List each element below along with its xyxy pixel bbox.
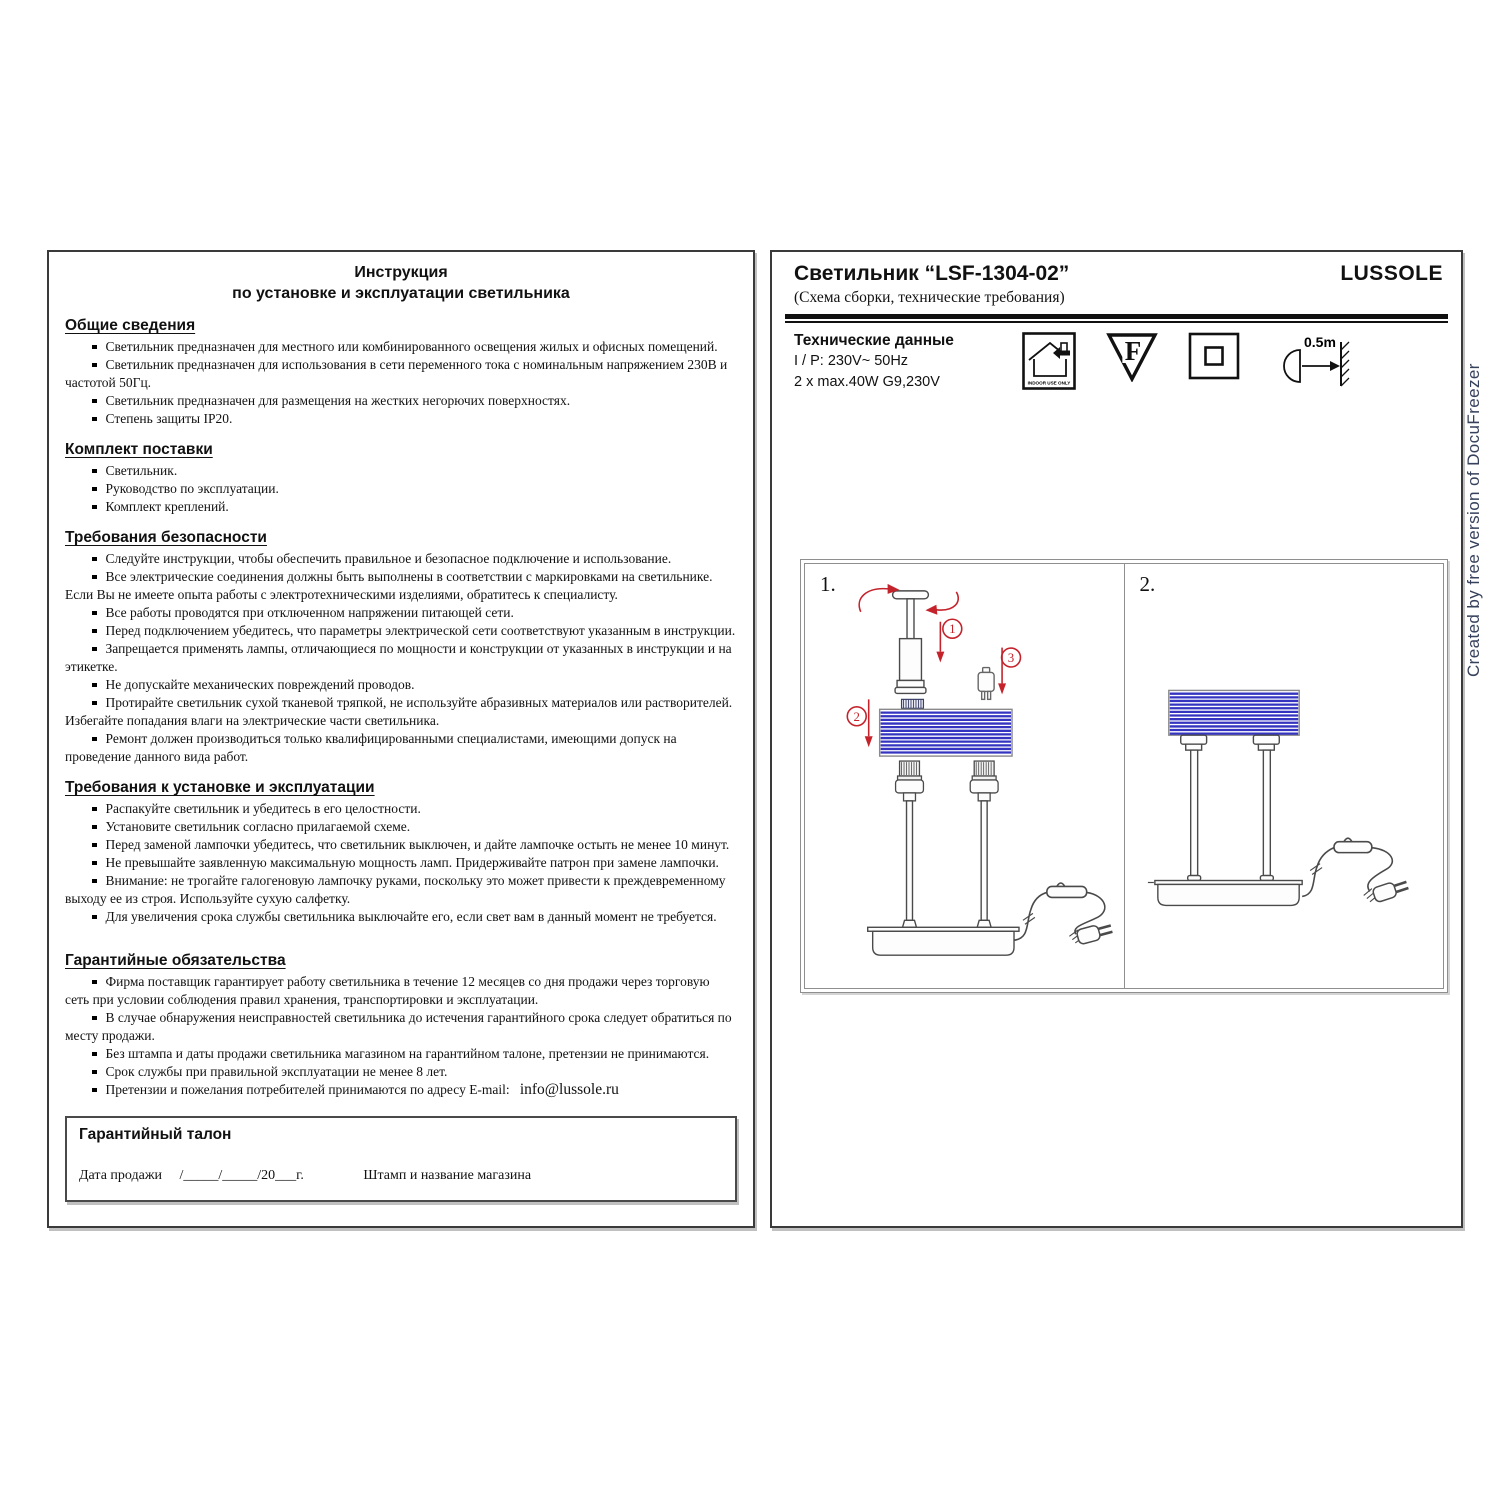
inline-switch [1334, 842, 1372, 853]
brand-logo: LUSSOLE [1340, 262, 1443, 285]
bullet-marker [92, 683, 97, 688]
divider-thin-line [785, 321, 1448, 323]
bullet-item: Степень защиты IP20. [65, 410, 737, 428]
rotate-arrow-right [936, 592, 958, 610]
section-heading: Гарантийные обязательства [65, 952, 286, 969]
bullet-marker [92, 1016, 97, 1021]
indoor-use-only-label: INDOOR USE ONLY [1027, 380, 1071, 386]
docufreezer-watermark: Created by free version of DocuFreezer [1464, 363, 1483, 677]
bullet-marker [92, 399, 97, 404]
step-2-label: 2. [1139, 572, 1156, 596]
bullet-marker [92, 557, 97, 562]
bullet-marker [92, 647, 97, 652]
bullet-item: Перед заменой лампочки убедитесь, что светильник выключен, и дайте лампочке остыть не менее 10 минут. [65, 836, 737, 854]
bullet-marker [92, 1070, 97, 1075]
section-warranty-obligations [65, 952, 737, 1099]
page-title-line2: по установке и эксплуатации светильника [232, 285, 570, 302]
post-foot-right [977, 920, 991, 927]
divider-thick-line [785, 314, 1448, 319]
indoor-use-only-icon [1022, 332, 1076, 390]
lamp-socket-left [1180, 735, 1206, 744]
bullet-item: Все электрические соединения должны быть выполнены в соответствии с маркировками на светильнике. Если Вы не имеете опыта работы с электротехническими изделиями, обратитесь к специалисту. [65, 569, 713, 602]
bullet-marker [92, 701, 97, 706]
exploded-lamp-diagram [805, 564, 1124, 988]
finial-rim [895, 687, 926, 693]
bullet-item: Светильник. [65, 462, 737, 480]
f-symbol: F [1124, 336, 1142, 366]
section-general-info [65, 317, 737, 428]
bullet-item: Руководство по эксплуатации. [65, 480, 737, 498]
bullet-marker [92, 469, 97, 474]
sale-date-blanks: /_____/_____/20___г. [179, 1168, 304, 1183]
section-heading: Требования безопасности [65, 529, 267, 546]
bullet-marker [92, 505, 97, 510]
product-title: Светильник “LSF-1304-02” [794, 262, 1070, 285]
section-safety-requirements [65, 529, 737, 766]
section-installation-requirements [65, 779, 737, 926]
lamp-socket-right [970, 761, 998, 801]
post-foot-right [1260, 876, 1273, 881]
rotate-arrowhead-right [925, 605, 937, 615]
warranty-coupon-title: Гарантийный талон [79, 1126, 232, 1143]
min-distance-0-5m-icon [1270, 332, 1350, 390]
store-stamp-label: Штамп и название магазина [363, 1168, 532, 1183]
safety-icon-row [1022, 332, 1350, 390]
diagram-step-2 [1125, 564, 1444, 988]
section-package-contents [65, 441, 737, 516]
inline-switch [1047, 886, 1087, 897]
bullet-marker [92, 611, 97, 616]
assembly-diagram-frame [804, 563, 1444, 989]
bullet-item: Светильник предназначен для использования в сети переменного тока с номинальным напряжением 230В и частотой 50Гц. [65, 357, 728, 390]
technical-data-heading: Технические данные [794, 332, 954, 349]
arrowhead-1 [936, 652, 944, 663]
bullet-item: Протирайте светильник сухой тканевой тряпкой, не используйте абразивных материалов или растворителей. Избегайте попадания влаги на электрические части светильника. [65, 695, 733, 728]
bullet-marker [92, 1052, 97, 1057]
support-email: info@lussole.ru [519, 1081, 619, 1098]
lamp-post-left [1190, 750, 1197, 875]
arrowhead-2 [865, 736, 873, 747]
bullet-item: Следуйте инструкции, чтобы обеспечить правильное и безопасное подключение и использование. [65, 550, 737, 568]
knurled-collar [902, 699, 924, 708]
bullet-marker [92, 843, 97, 848]
power-cord [1014, 892, 1047, 940]
bullet-marker [92, 629, 97, 634]
bullet-item: Не допускайте механических повреждений проводов. [65, 676, 737, 694]
page-title [65, 262, 737, 304]
bullet-marker [92, 861, 97, 866]
lamp-base [873, 931, 1014, 955]
divider-rule [785, 314, 1448, 323]
socket-neck-left [1185, 744, 1201, 750]
bullet-item: В случае обнаружения неисправностей светильника до истечения гарантийного срока следует обратиться по месту продажи. [65, 1010, 732, 1043]
bullet-item: Светильник предназначен для размещения на жестких негорючих поверхностях. [65, 392, 737, 410]
bullet-item: Распакуйте светильник и убедитесь в его целостности. [65, 800, 737, 818]
socket-neck-right [1258, 744, 1274, 750]
f-flammable-surface-icon [1106, 332, 1158, 382]
bullet-item: Для увеличения срока службы светильника выключайте его, если свет вам в данный момент не требуется. [65, 908, 737, 926]
technical-data-line1: I / P: 230V~ 50Hz [794, 353, 909, 369]
min-distance-label: 0.5m [1304, 334, 1336, 350]
lamp-base [1157, 884, 1298, 905]
bullet-item: Перед подключением убедитесь, что параметры электрической сети соответствуют указанным в инструкции. [65, 622, 737, 640]
bullet-marker [92, 737, 97, 742]
finial-body [900, 639, 922, 681]
bullet-item-email: Претензии и пожелания потребителей принимаются по адресу E-mail: info@lussole.ru [65, 1081, 737, 1099]
lamp-post-left [907, 801, 913, 920]
instruction-panel [47, 250, 755, 1228]
technical-data-row [794, 330, 1443, 393]
bullet-item: Запрещается применять лампы, отличающиеся по мощности и конструкции от указанных в инструкции и на этикетке. [65, 641, 732, 674]
spec-subtitle: (Схема сборки, технические требования) [794, 289, 1065, 306]
callout-number-3: 3 [1007, 650, 1015, 666]
warranty-date-row [79, 1168, 723, 1184]
bullet-marker [92, 1088, 97, 1093]
assembled-lamp-diagram [1125, 564, 1444, 988]
lamp-socket-left [896, 761, 924, 801]
callout-number-1: 1 [949, 621, 956, 637]
bullet-marker [92, 980, 97, 985]
bullet-item: Установите светильник согласно прилагаемой схеме. [65, 818, 737, 836]
arrowhead-3 [998, 683, 1006, 694]
sale-date-label: Дата продажи [79, 1168, 162, 1183]
bullet-marker [92, 575, 97, 580]
lamp-shade [880, 709, 1012, 756]
bullet-item: Комплект креплений. [65, 498, 737, 516]
bullet-item: Не превышайте заявленную максимальную мощность ламп. Придерживайте патрон при замене лампочки. [65, 854, 737, 872]
lamp-post-right [1263, 750, 1270, 875]
technical-data-text [794, 330, 1022, 393]
spec-panel [770, 250, 1463, 1228]
bullet-marker [92, 417, 97, 422]
lamp-socket-right [1253, 735, 1279, 744]
bullet-marker [92, 879, 97, 884]
section-heading: Общие сведения [65, 317, 196, 334]
bullet-marker [92, 807, 97, 812]
section-heading: Комплект поставки [65, 441, 213, 458]
bullet-item: Ремонт должен производиться только квалифицированными специалистами, имеющими допуск на проведение данного вида работ. [65, 731, 677, 764]
bullet-item: Внимание: не трогайте галогеновую лампочку руками, поскольку это может привести к преждевременному выходу ее из строя. Используйте сухую салфетку. [65, 873, 726, 906]
bullet-marker [92, 825, 97, 830]
spec-header [772, 252, 1461, 286]
section-heading: Требования к установке и эксплуатации [65, 779, 375, 796]
page-title-line1: Инструкция [354, 264, 448, 281]
bullet-item: Все работы проводятся при отключенном напряжении питающей сети. [65, 604, 737, 622]
warranty-coupon-box [65, 1116, 737, 1202]
lamp-post-right [981, 801, 987, 920]
bullet-item: Срок службы при правильной эксплуатации не менее 8 лет. [65, 1063, 737, 1081]
post-foot-left [1187, 876, 1200, 881]
bullet-marker [92, 363, 97, 368]
lamp-shade [1168, 690, 1298, 735]
bullet-marker [92, 345, 97, 350]
bullet-marker [92, 915, 97, 920]
bullet-item: Без штампа и даты продажи светильника магазином на гарантийном талоне, претензии не принимаются. [65, 1045, 737, 1063]
finial-handle [893, 591, 929, 599]
class-2-double-insulation-icon [1188, 332, 1240, 380]
finial-flange [897, 680, 924, 687]
post-foot-left [903, 920, 917, 927]
diagram-step-1 [805, 564, 1125, 988]
assembly-diagram-box [800, 559, 1448, 993]
power-cord [1302, 848, 1334, 897]
finial-stem [907, 599, 914, 639]
bullet-marker [92, 487, 97, 492]
bullet-item: Светильник предназначен для местного или комбинированного освещения жилых и офисных помещений. [65, 338, 737, 356]
step-1-label: 1. [820, 572, 836, 596]
rotate-arrow-left [859, 589, 888, 612]
g9-bulb [978, 668, 994, 700]
callout-number-2: 2 [853, 708, 860, 724]
bullet-item: Фирма поставщик гарантирует работу светильника в течение 12 месяцев со дня продажи через торговую сеть при условии соблюдения правил хранения, транспортировки и эксплуатации. [65, 974, 710, 1007]
technical-data-line2: 2 x max.40W G9,230V [794, 374, 940, 390]
